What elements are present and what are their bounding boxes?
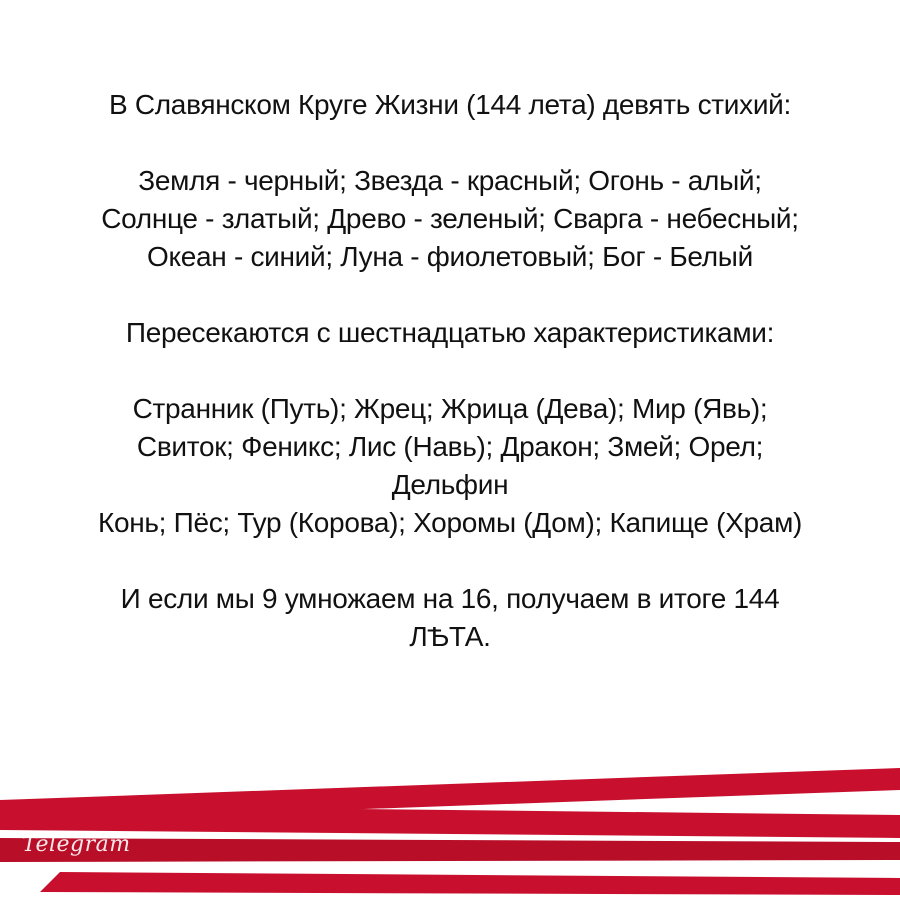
elements-line-2: Солнце - златый; Древо - зеленый; Сварга - небесный; (101, 203, 799, 234)
elements-line-1: Земля - черный; Звезда - красный; Огонь - алый; (138, 165, 762, 196)
conclusion-line-2: ЛѢТА. (409, 621, 491, 652)
spacer (0, 124, 900, 162)
spacer (0, 542, 900, 580)
elements-line-3: Океан - синий; Луна - фиолетовый; Бог - Белый (147, 241, 753, 272)
conclusion-line-1: И если мы 9 умножаем на 16, получаем в итоге 144 (120, 583, 780, 614)
traits-line-2: Свиток; Феникс; Лис (Навь); Дракон; Змей; Орел; (136, 431, 764, 462)
traits-line-4: Конь; Пёс; Тур (Корова); Хоромы (Дом); Капище (Храм) (97, 507, 803, 538)
intro-line: В Славянском Круге Жизни (144 лета) девять стихий: (108, 89, 791, 120)
ribbon-stripe-3 (0, 838, 900, 862)
ribbon-stripe-4 (40, 872, 900, 895)
traits-line-1: Странник (Путь); Жрец; Жрица (Дева); Мир (Явь); (132, 393, 768, 424)
intersect-line: Пересекаются с шестнадцатью характеристиками: (125, 317, 775, 348)
spacer (0, 276, 900, 314)
ribbon-stripe-2 (0, 805, 900, 838)
document-text (0, 86, 900, 656)
telegram-watermark: Telegram (22, 832, 131, 857)
traits-line-3: Дельфин (391, 469, 509, 500)
spacer (0, 352, 900, 390)
